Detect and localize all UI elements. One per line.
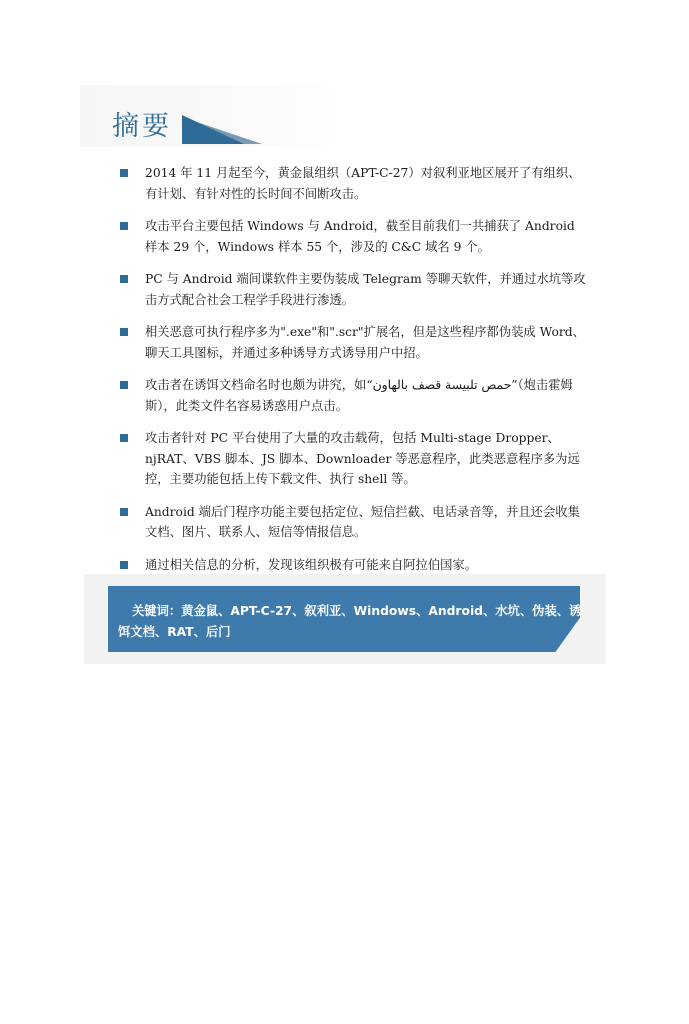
bullet-text: 攻击者针对 PC 平台使用了大量的攻击载荷，包括 Multi-stage Dropper、njRAT、VBS 脚本、JS 脚本、Downloader 等恶意程序，此类恶意程序多为远控，主要功能包括上传下载文件、执行 shell 等。 [145,431,580,486]
arabic-decoy-filename: حمص تلبيسة قصف بالهاون [372,378,512,392]
square-bullet-icon [120,508,128,516]
square-bullet-icon [120,381,128,389]
keywords-text: 关键词：黄金鼠、APT-C-27、叙利亚、Windows、Android、水坑、伪装、诱饵文档、RAT、后门 [118,604,582,639]
bullet-item [118,555,588,576]
bullet-item [118,163,588,204]
abstract-bullet-list [118,163,588,587]
square-bullet-icon [120,222,128,230]
bullet-text-after: ”（炮击霍姆斯），此类文件名容易诱惑用户点击。 [145,378,573,413]
bullet-item [118,322,588,363]
bullet-text: 2014 年 11 月起至今，黄金鼠组织（APT-C-27）对叙利亚地区展开了有组织、有计划、有针对性的长时间不间断攻击。 [145,166,581,201]
bullet-item [118,502,588,543]
title-wedge-decoration [182,115,262,145]
bullet-item [118,375,588,416]
square-bullet-icon [120,328,128,336]
square-bullet-icon [120,275,128,283]
square-bullet-icon [120,561,128,569]
bullet-text: 相关恶意可执行程序多为".exe"和".scr"扩展名，但是这些程序都伪装成 Word、聊天工具图标，并通过多种诱导方式诱导用户中招。 [145,325,585,360]
bullet-text: 攻击平台主要包括 Windows 与 Android，截至目前我们一共捕获了 Android 样本 29 个，Windows 样本 55 个，涉及的 C&C 域名 9 个。 [145,219,575,254]
square-bullet-icon [120,434,128,442]
bullet-item [118,269,588,310]
bullet-text: Android 端后门程序功能主要包括定位、短信拦截、电话录音等，并且还会收集文档、图片、联系人、短信等情报信息。 [145,504,580,539]
bullet-item [118,428,588,490]
bullet-text-before: 攻击者在诱饵文档命名时也颇为讲究，如“ [145,378,373,392]
section-title: 摘要 [112,111,172,142]
bullet-text: 通过相关信息的分析，发现该组织极有可能来自阿拉伯国家。 [145,557,478,572]
bullet-text: PC 与 Android 端间谍软件主要伪装成 Telegram 等聊天软件，并通过水坑等攻击方式配合社会工程学手段进行渗透。 [145,272,586,307]
bullet-item [118,216,588,257]
square-bullet-icon [120,169,128,177]
